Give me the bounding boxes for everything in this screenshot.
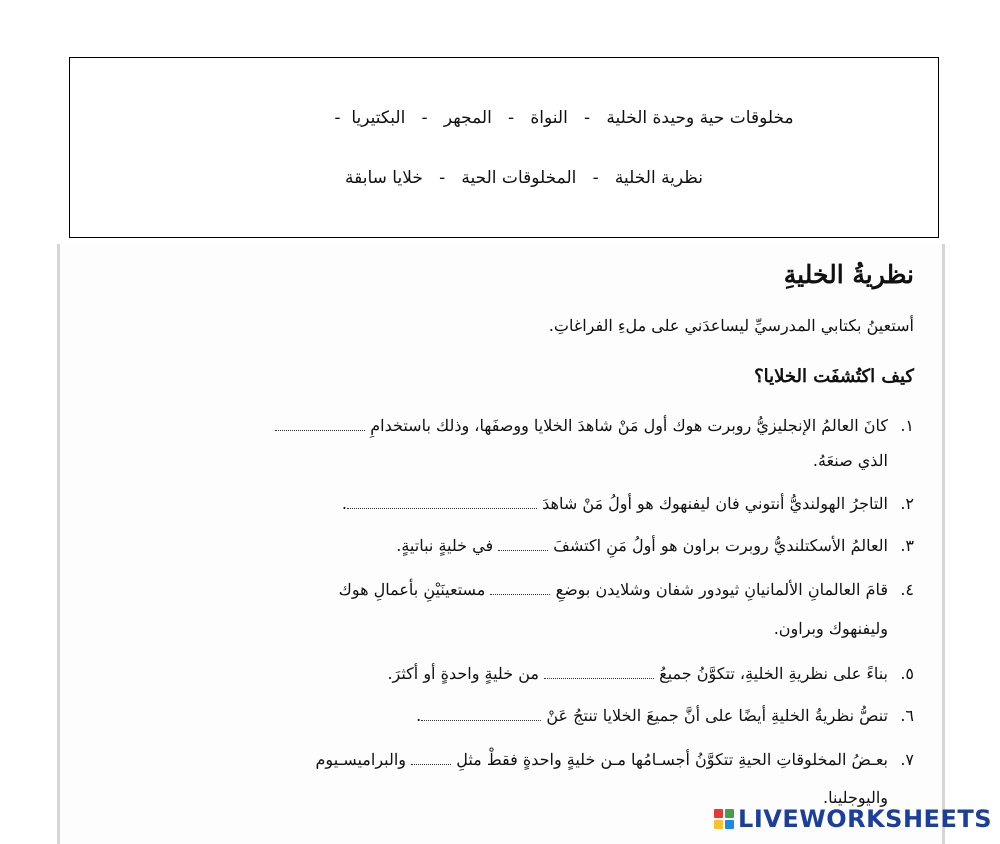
question-text-end: والبراميسـيوم bbox=[315, 750, 407, 769]
answer-blank-1[interactable] bbox=[275, 418, 365, 431]
word-bank-line-1: مخلوقات حية وحيدة الخلية - النواة - المجهر - البكتيريا - bbox=[334, 108, 794, 128]
question-number: ٣. bbox=[900, 536, 914, 555]
question-text-end: . bbox=[416, 706, 422, 725]
question-number: ٤. bbox=[900, 580, 914, 599]
question-1 bbox=[275, 416, 914, 435]
question-3 bbox=[396, 536, 914, 555]
question-4 bbox=[339, 580, 914, 599]
answer-blank-3[interactable] bbox=[498, 538, 548, 551]
question-text-end: مستعينَيْنِ بأعمالِ هوك bbox=[338, 580, 486, 599]
question-6 bbox=[416, 706, 914, 725]
logo-square-green bbox=[725, 809, 734, 818]
question-text: العالمُ الأسكتلنديُّ روبرت براون هو أولُ مَنِ اكتشفَ bbox=[553, 536, 888, 555]
question-number: ٦. bbox=[900, 706, 914, 725]
question-1-continuation: الذي صنعَهُ. bbox=[812, 451, 888, 470]
answer-blank-4[interactable] bbox=[490, 582, 550, 595]
question-text-end: من خليةٍ واحدةٍ أو أكثرَ. bbox=[387, 664, 539, 683]
question-2 bbox=[342, 494, 914, 513]
question-7 bbox=[316, 750, 914, 769]
answer-blank-5[interactable] bbox=[544, 666, 654, 679]
word-bank-box bbox=[69, 57, 939, 238]
question-text-end: في خليةٍ نباتيةٍ. bbox=[396, 536, 494, 555]
worksheet-instructions: أستعينُ بكتابي المدرسيِّ ليساعدَني على ملءِ الفراغاتِ. bbox=[548, 316, 914, 335]
question-number: ٥. bbox=[900, 664, 914, 683]
section-heading: كيف اكتُشفَت الخلايا؟ bbox=[754, 366, 914, 387]
question-text: تنصُّ نظريةُ الخليةِ أيضًا على أنَّ جميعَ الخلايا تنتجُ عَنْ bbox=[546, 706, 888, 725]
question-4-continuation: وليفنهوك وبراون. bbox=[773, 619, 888, 638]
answer-blank-7[interactable] bbox=[411, 752, 451, 765]
question-text: التاجرُ الهولنديُّ أنتوني فان ليفنهوك هو أولُ مَنْ شاهدَ bbox=[542, 494, 888, 513]
logo-text: LIVEWORKSHEETS bbox=[738, 805, 992, 833]
question-text-end: . bbox=[341, 494, 348, 513]
question-number: ٢. bbox=[900, 494, 914, 513]
question-7-continuation: واليوجلينا. bbox=[823, 788, 888, 807]
logo-square-yellow bbox=[714, 820, 723, 829]
question-number: ١. bbox=[900, 416, 914, 435]
worksheet-title: نظريةُ الخليةِ bbox=[783, 260, 914, 289]
answer-blank-6[interactable] bbox=[421, 708, 541, 721]
worksheet-page bbox=[57, 244, 945, 844]
answer-blank-2[interactable] bbox=[347, 496, 537, 509]
question-text: كانَ العالمُ الإنجليزيُّ روبرت هوك أول مَنْ شاهدَ الخلايا ووصفَها، وذلك باستخدامِ bbox=[370, 416, 888, 435]
question-number: ٧. bbox=[900, 750, 914, 769]
question-text: بعـضُ المخلوقاتِ الحيةِ تتكوَّنُ أجسـامُها مـن خليةٍ واحدةٍ فقطْ مثلِ bbox=[456, 750, 888, 769]
question-5 bbox=[387, 664, 914, 683]
question-text: بناءً على نظريةِ الخليةِ، تتكوَّنُ جميعُ bbox=[659, 664, 888, 683]
question-text: قامَ العالمانِ الألمانيانِ ثيودور شفان وشلايدن بوضعِ bbox=[555, 580, 888, 599]
word-bank-line-2: نظرية الخلية - المخلوقات الحية - خلايا سابقة bbox=[345, 168, 703, 188]
logo-square-red bbox=[714, 809, 723, 818]
liveworksheets-logo bbox=[714, 805, 992, 833]
logo-square-blue bbox=[725, 820, 734, 829]
logo-icon bbox=[714, 809, 734, 829]
